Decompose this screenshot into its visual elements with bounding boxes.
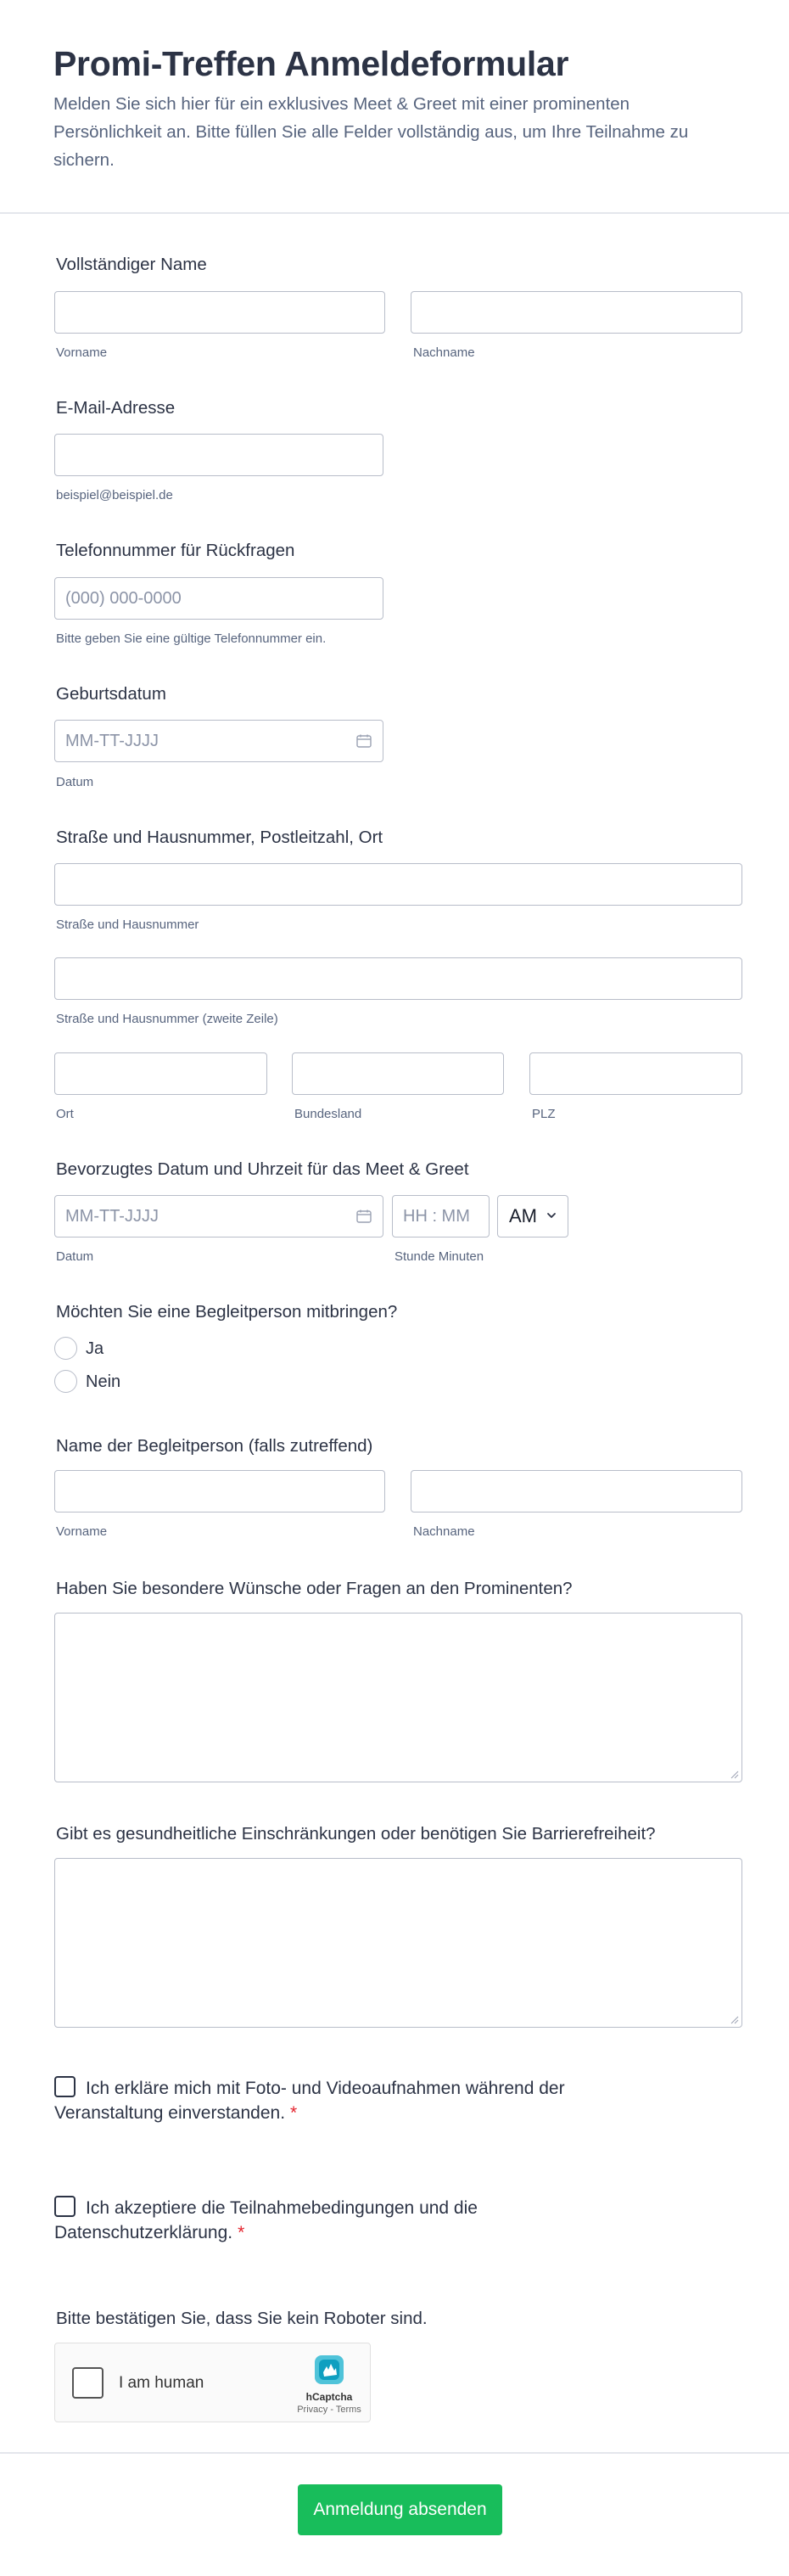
required-mark: * (290, 2103, 298, 2123)
radio-nein-label[interactable]: Nein (86, 1372, 121, 1391)
birthdate-input[interactable] (54, 720, 383, 762)
first-name-sublabel: Vorname (56, 345, 108, 360)
form-subtitle: Melden Sie sich hier für ein exklusives Meet & Greet mit einer prominenten Persönlichkeit an. Bitte füllen Sie alle Felder vollständig aus, um Ihre Teilnahme zu sichern. (53, 94, 689, 170)
last-name-sublabel: Nachname (413, 345, 475, 360)
zip-sublabel: PLZ (532, 1107, 556, 1121)
street-line1-input[interactable] (54, 863, 742, 906)
wishes-label: Haben Sie besondere Wünsche oder Fragen an den Prominenten? (56, 1579, 573, 1598)
captcha-brand: hCaptcha (305, 2391, 353, 2403)
meet-datetime-label: Bevorzugtes Datum und Uhrzeit für das Meet & Greet (56, 1159, 469, 1179)
companion-first-name-sublabel: Vorname (56, 1524, 108, 1539)
zip-input[interactable] (529, 1052, 742, 1095)
resize-handle-icon[interactable] (729, 2014, 739, 2024)
birthdate-sublabel: Datum (56, 775, 94, 789)
city-sublabel: Ort (56, 1107, 74, 1121)
meet-date-sublabel: Datum (56, 1249, 94, 1264)
calendar-icon[interactable] (356, 734, 372, 748)
radio-ja[interactable] (54, 1337, 77, 1360)
captcha-checkbox[interactable] (72, 2367, 104, 2399)
street-line2-sublabel: Straße und Hausnummer (zweite Zeile) (56, 1012, 278, 1026)
first-name-input[interactable] (54, 291, 385, 334)
consent-terms-checkbox[interactable] (54, 2196, 76, 2217)
hcaptcha-logo-icon (311, 2352, 347, 2388)
captcha-label: Bitte bestätigen Sie, dass Sie kein Roboter sind. (56, 2309, 428, 2328)
state-sublabel: Bundesland (294, 1107, 362, 1121)
consent-terms-row (54, 2196, 614, 2245)
consent-photo-row (54, 2076, 614, 2125)
phone-sublabel: Bitte geben Sie eine gültige Telefonnummer ein. (56, 631, 327, 646)
form-header (0, 0, 789, 214)
companion-name-label: Name der Begleitperson (falls zutreffend) (56, 1436, 373, 1456)
email-input[interactable] (54, 434, 383, 476)
calendar-icon[interactable] (356, 1209, 372, 1223)
form-title: Promi-Treffen Anmeldeformular (53, 44, 569, 83)
ampm-value: AM (509, 1205, 537, 1226)
health-label: Gibt es gesundheitliche Einschränkungen oder benötigen Sie Barrierefreiheit? (56, 1824, 656, 1844)
meet-date-input[interactable] (54, 1195, 383, 1237)
email-sublabel: beispiel@beispiel.de (56, 488, 173, 502)
ampm-select[interactable] (497, 1195, 568, 1237)
radio-nein[interactable] (54, 1370, 77, 1393)
last-name-input[interactable] (411, 291, 742, 334)
captcha-widget (54, 2343, 371, 2422)
full-name-label: Vollständiger Name (56, 255, 207, 274)
birthdate-label: Geburtsdatum (56, 684, 166, 704)
companion-last-name-input[interactable] (411, 1470, 742, 1512)
email-label: E-Mail-Adresse (56, 398, 176, 418)
captcha-checkbox-text: I am human (119, 2374, 204, 2392)
city-input[interactable] (54, 1052, 267, 1095)
wishes-textarea[interactable] (54, 1613, 742, 1782)
street-line1-sublabel: Straße und Hausnummer (56, 918, 199, 932)
state-input[interactable] (292, 1052, 504, 1095)
phone-input[interactable] (54, 577, 383, 620)
consent-photo-checkbox[interactable] (54, 2076, 76, 2097)
meet-time-input[interactable] (392, 1195, 490, 1237)
address-label: Straße und Hausnummer, Postleitzahl, Ort (56, 828, 383, 847)
consent-terms-label[interactable]: Ich akzeptiere die Teilnahmebedingungen und die Datenschutzerklärung. (54, 2198, 478, 2242)
required-mark: * (238, 2223, 245, 2242)
companion-first-name-input[interactable] (54, 1470, 385, 1512)
phone-label: Telefonnummer für Rückfragen (56, 541, 295, 560)
companion-question-label: Möchten Sie eine Begleitperson mitbringen? (56, 1302, 398, 1322)
consent-photo-label[interactable]: Ich erkläre mich mit Foto- und Videoaufnahmen während der Veranstaltung einverstanden. (54, 2079, 565, 2123)
street-line2-input[interactable] (54, 957, 742, 1000)
radio-ja-label[interactable]: Ja (86, 1339, 104, 1358)
captcha-links[interactable]: Privacy - Terms (297, 2405, 361, 2415)
submit-button[interactable]: Anmeldung absenden (298, 2484, 502, 2535)
health-textarea[interactable] (54, 1858, 742, 2028)
companion-last-name-sublabel: Nachname (413, 1524, 475, 1539)
meet-time-sublabel: Stunde Minuten (394, 1249, 484, 1264)
resize-handle-icon[interactable] (729, 1769, 739, 1779)
chevron-down-icon (546, 1209, 557, 1221)
